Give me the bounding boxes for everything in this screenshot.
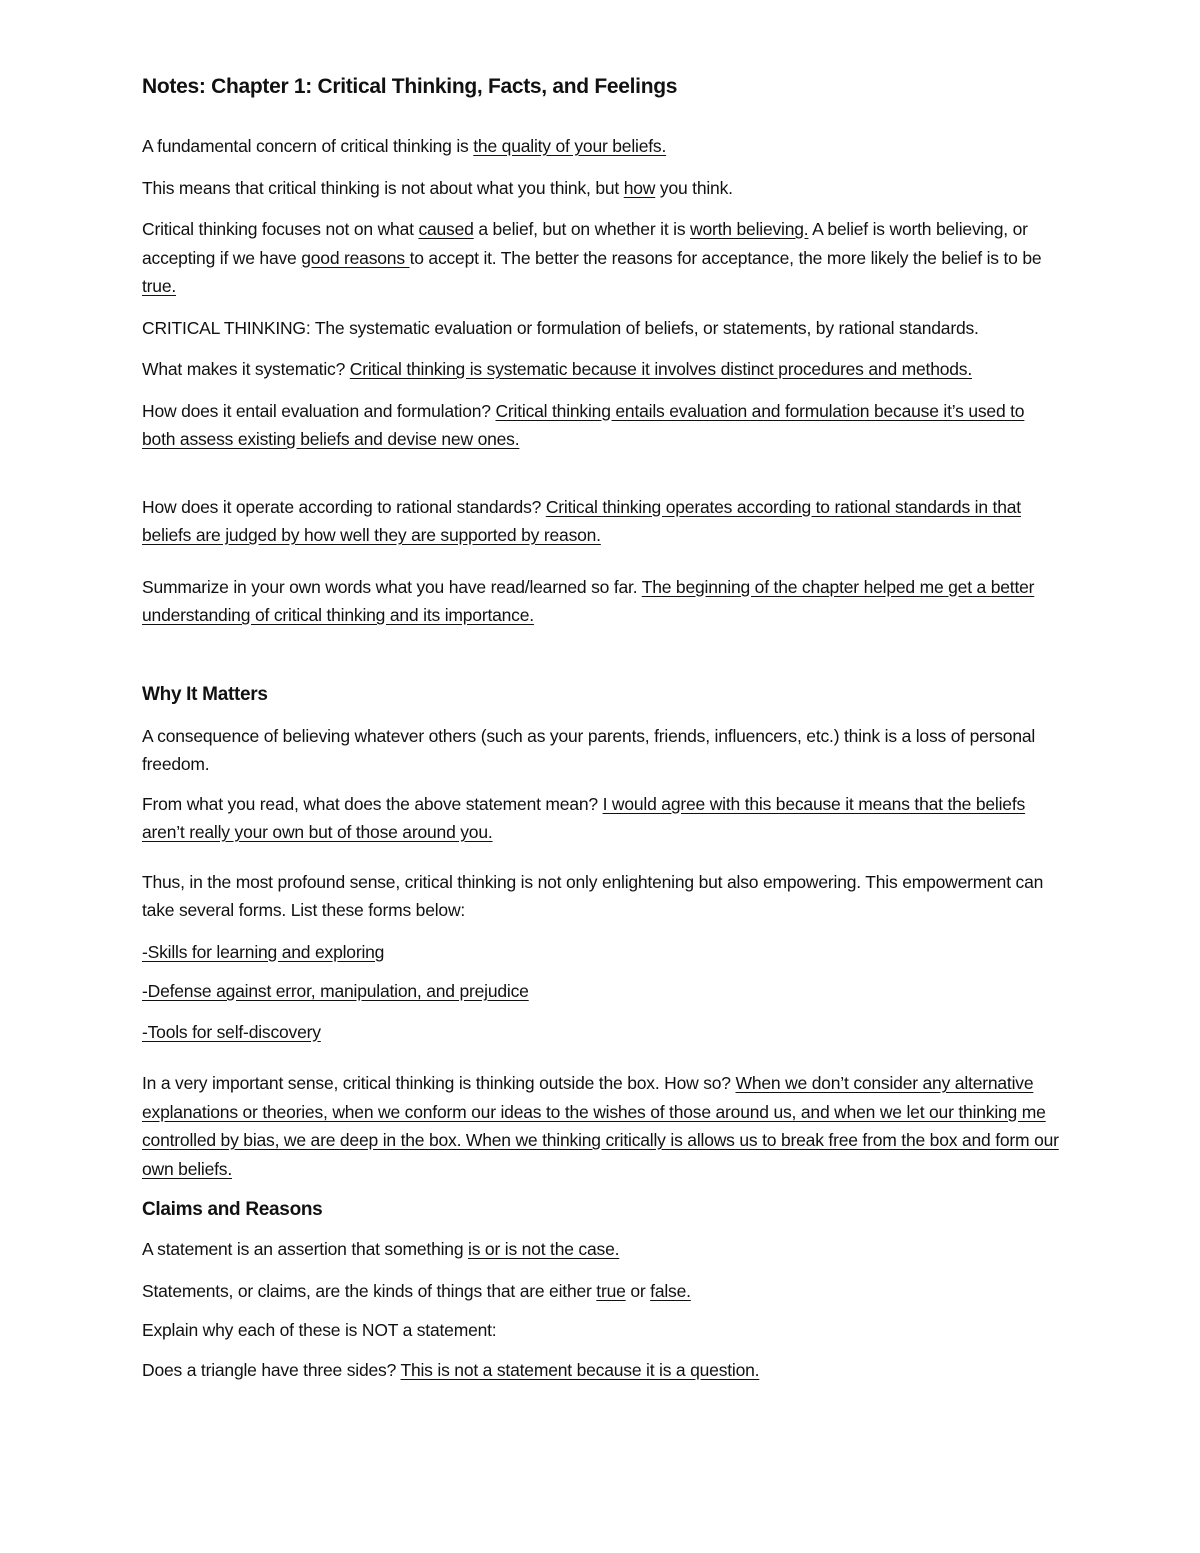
- paragraph-consequence: A consequence of believing whatever others (such as your parents, friends, influencers, etc.) think is a loss of personal freedom.: [142, 725, 1036, 774]
- question-text: What makes it systematic?: [142, 359, 350, 379]
- paragraph-empowerment: Thus, in the most profound sense, critical thinking is not only enlightening but also empowering. This empowerment can take several forms. List these forms below:: [142, 871, 1044, 920]
- question-outside-the-box: [142, 1069, 1062, 1183]
- section-heading-why-it-matters: Why It Matters: [142, 683, 268, 705]
- question-rational-standards: [142, 493, 1062, 550]
- paragraph-text: you think.: [655, 177, 733, 198]
- fill-in-answer: false.: [650, 1280, 691, 1301]
- question-text: In a very important sense, critical thinking is thinking outside the box. How so?: [142, 1073, 736, 1093]
- paragraph-text: a belief, but on whether it is: [473, 219, 691, 239]
- answer-text: Critical thinking is systematic because it involves distinct procedures and methods.: [349, 359, 973, 379]
- fill-in-answer: good reasons: [301, 247, 410, 268]
- fill-in-answer: caused: [418, 219, 474, 239]
- fill-in-answer: is or is not the case.: [468, 1239, 620, 1259]
- list-item: -Tools for self-discovery: [142, 1021, 321, 1042]
- answer-text: This is not a statement because it is a question.: [400, 1359, 760, 1380]
- answer-text: When we don’t consider any alternative explanations or theories, when we conform our ideas to the wishes of those around us, and when we let our thinking me controlled by bias, we are deep in the box. When we thinking critically is allows us to break free from the box and form our own beliefs.: [142, 1073, 1059, 1179]
- paragraph-text: Statements, or claims, are the kinds of things that are either: [142, 1280, 597, 1301]
- question-summarize: [142, 573, 1062, 630]
- answer-text: The beginning of the chapter helped me get a better understanding of critical thinking and its importance.: [142, 576, 1035, 625]
- fill-in-answer: true.: [142, 276, 177, 296]
- question-text: From what you read, what does the above statement mean?: [142, 793, 603, 814]
- paragraph-true-false: [142, 1277, 1062, 1306]
- question-text: Summarize in your own words what you have read/learned so far.: [142, 576, 642, 597]
- paragraph-text: to accept it. The better the reasons for acceptance, the more likely the belief is to be: [409, 247, 1042, 268]
- paragraph-text: Critical thinking focuses not on what: [142, 219, 419, 239]
- question-triangle: [142, 1356, 1062, 1385]
- question-statement-meaning: [142, 790, 1062, 847]
- fill-in-answer: how: [623, 177, 656, 198]
- list-item: -Defense against error, manipulation, and prejudice: [142, 981, 529, 1001]
- document-page: [142, 70, 1062, 1384]
- fill-in-answer: true: [596, 1280, 626, 1301]
- question-text: How does it operate according to rational standards?: [142, 496, 546, 517]
- paragraph-text: A fundamental concern of critical thinking is: [142, 136, 474, 156]
- paragraph-worth-believing: [142, 215, 1062, 301]
- section-heading-claims-and-reasons: Claims and Reasons: [142, 1199, 323, 1220]
- question-evaluation: [142, 397, 1062, 454]
- question-text: How does it entail evaluation and formulation?: [142, 400, 496, 421]
- paragraph-statement-definition: [142, 1235, 1062, 1264]
- answer-text: Critical thinking operates according to rational standards in that beliefs are judged by how well they are supported by reason.: [142, 496, 1021, 545]
- list-item: -Skills for learning and exploring: [142, 941, 385, 962]
- question-text: Does a triangle have three sides?: [142, 1359, 401, 1380]
- paragraph-text: or: [625, 1280, 651, 1301]
- paragraph-text: This means that critical thinking is not about what you think, but: [142, 177, 624, 198]
- paragraph-how: [142, 174, 1062, 203]
- paragraph-quality: [142, 132, 1062, 161]
- paragraph-text: A statement is an assertion that something: [142, 1239, 469, 1259]
- answer-text: I would agree with this because it means that the beliefs aren’t really your own but of those around you.: [142, 793, 1026, 842]
- answer-text: Critical thinking entails evaluation and formulation because it’s used to both assess existing beliefs and devise new ones.: [142, 400, 1025, 449]
- paragraph-definition: CRITICAL THINKING: The systematic evaluation or formulation of beliefs, or statements, by rational standards.: [142, 317, 979, 338]
- paragraph-text: A belief is worth believing, or accepting if we have: [142, 219, 1028, 268]
- fill-in-answer: the quality of your beliefs.: [473, 136, 667, 156]
- question-systematic: [142, 355, 1062, 384]
- document-title: Notes: Chapter 1: Critical Thinking, Facts, and Feelings: [142, 75, 678, 98]
- fill-in-answer: worth believing.: [690, 219, 809, 239]
- paragraph-explain-instruction: Explain why each of these is NOT a statement:: [142, 1320, 497, 1340]
